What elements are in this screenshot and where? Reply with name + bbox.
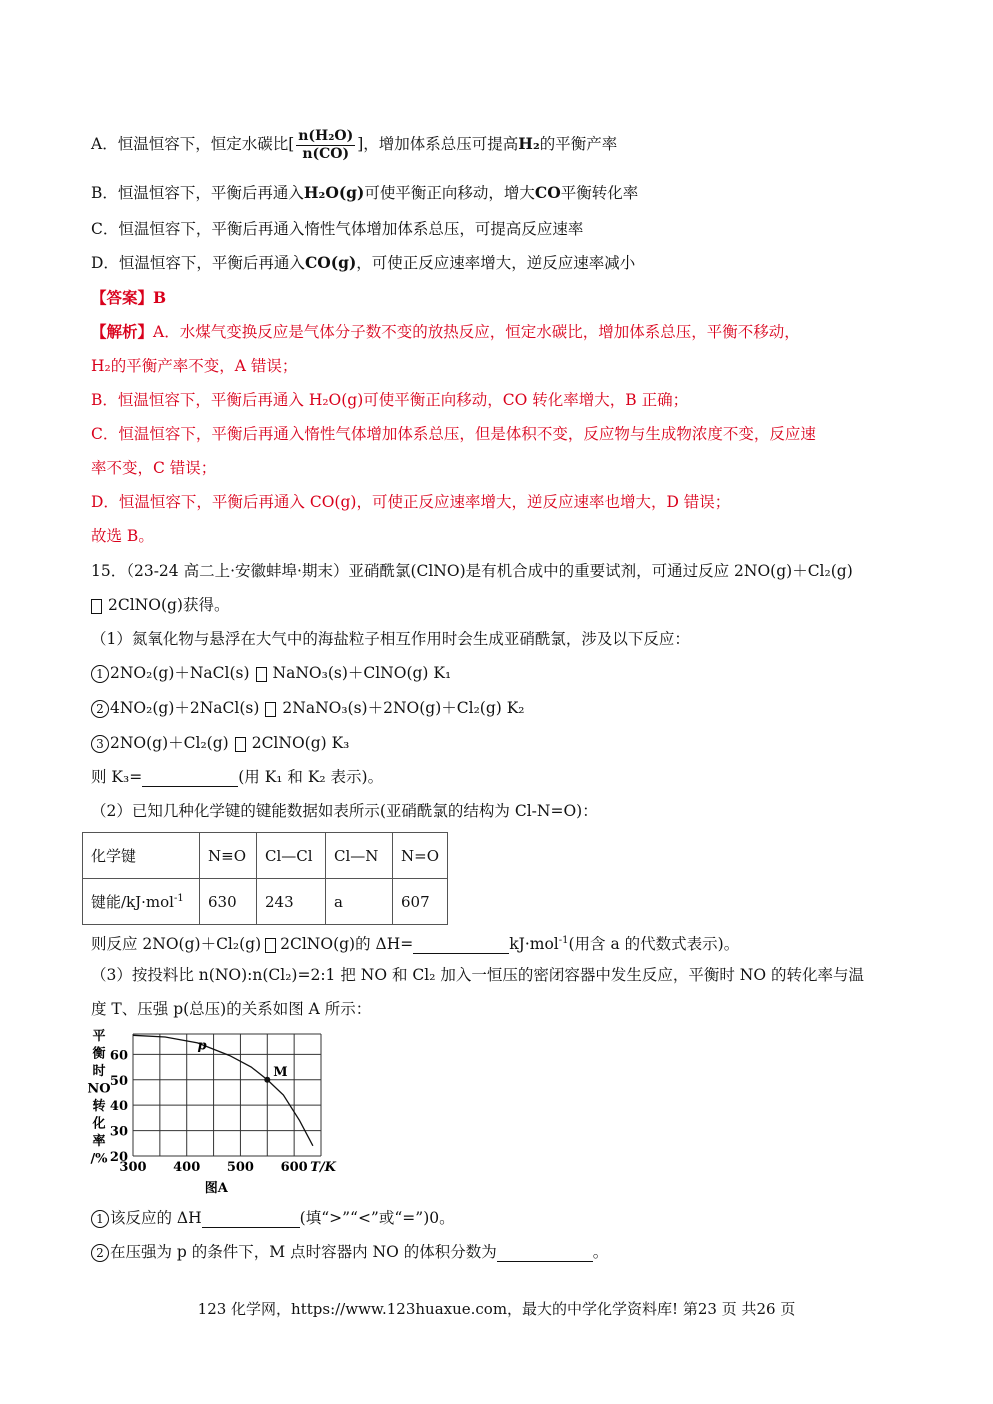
table-row bbox=[83, 833, 448, 879]
reaction-3 bbox=[91, 733, 349, 753]
y-tick-label: 40 bbox=[109, 1099, 128, 1115]
table-header-cell: N=O bbox=[393, 833, 448, 879]
dh-reaction: 则反应 2NO(g)＋Cl₂(g) bbox=[91, 935, 262, 954]
q15-intro-text-2: 2ClNO(g)获得。 bbox=[108, 596, 230, 614]
x-tick-label: 600 bbox=[280, 1160, 308, 1175]
x-tick-label: 400 bbox=[173, 1160, 201, 1175]
reaction-1-right: NaNO₃(s)＋ClNO(g) K₁ bbox=[272, 664, 452, 682]
dh-label: 2ClNO(g)的 ΔH= bbox=[280, 935, 414, 954]
q15-part-1: （1）氮氧化物与悬浮在大气中的海盐粒子相互作用时会生成亚硝酰氯，涉及以下反应： bbox=[91, 630, 690, 648]
q15-intro-line-2 bbox=[91, 595, 229, 615]
equilibrium-arrow-icon bbox=[265, 938, 276, 953]
analysis-line-2: H₂的平衡产率不变，A 错误； bbox=[91, 357, 298, 375]
table-cell: 243 bbox=[257, 879, 326, 925]
analysis-line-5: 率不变，C 错误； bbox=[91, 459, 217, 477]
circled-number-1: 1 bbox=[91, 665, 109, 683]
y-axis-label bbox=[87, 1028, 110, 1167]
answer bbox=[91, 288, 166, 308]
y-axis-label-char: NO bbox=[87, 1081, 111, 1097]
table-header-cell: N≡O bbox=[200, 833, 257, 879]
equilibrium-arrow-icon bbox=[265, 702, 276, 717]
x-tick-label: 500 bbox=[226, 1160, 254, 1175]
reaction-1 bbox=[91, 663, 451, 683]
option-a bbox=[91, 122, 617, 166]
k3-label: 则 K₃= bbox=[91, 768, 143, 786]
y-axis-label-char: 转 bbox=[92, 1099, 106, 1114]
sub-question-1 bbox=[91, 1208, 455, 1228]
table-header-cell: Cl—Cl bbox=[257, 833, 326, 879]
y-axis-label-char: 衡 bbox=[92, 1046, 106, 1062]
sub1-instruction: (填“>”“<”或“=”)0。 bbox=[299, 1209, 455, 1227]
table-row-label bbox=[83, 879, 200, 925]
water-carbon-ratio-fraction bbox=[296, 128, 355, 163]
equilibrium-arrow-icon bbox=[235, 737, 246, 752]
analysis-line-4: C．恒温恒容下，平衡后再通入惰性气体增加体系总压，但是体积不变，反应物与生成物浓度不变，反应速 bbox=[91, 425, 816, 443]
option-d-co: CO(g) bbox=[304, 253, 357, 272]
delta-h-answer-blank[interactable] bbox=[413, 936, 509, 954]
fraction-numerator: n(H₂O) bbox=[298, 127, 354, 144]
sub2-answer-blank[interactable] bbox=[497, 1244, 593, 1262]
circled-number-2: 2 bbox=[91, 700, 109, 718]
analysis-line-3: B．恒温恒容下，平衡后再通入 H₂O(g)可使平衡正向移动，CO 转化率增大，B 正确； bbox=[91, 391, 689, 409]
reaction-2-right: 2NaNO₃(s)＋2NO(g)＋Cl₂(g) K₂ bbox=[282, 699, 525, 717]
x-axis-label: T/K bbox=[310, 1160, 336, 1175]
circled-number-3: 3 bbox=[91, 735, 109, 753]
y-tick-label: 60 bbox=[109, 1048, 128, 1064]
x-tick-labels bbox=[119, 1160, 307, 1175]
equilibrium-arrow-icon bbox=[256, 667, 267, 682]
option-b-end: 平衡转化率 bbox=[560, 184, 639, 202]
sub2-end: 。 bbox=[592, 1243, 609, 1261]
y-tick-label: 20 bbox=[109, 1150, 128, 1165]
option-a-mid: ]，增加体系总压可提高 bbox=[357, 135, 519, 153]
option-a-end: 的平衡产率 bbox=[539, 135, 618, 153]
q15-intro-line-1: 15．（23-24 高二上·安徽蚌埠·期末）亚硝酰氯(ClNO)是有机合成中的重要试剂，可通过反应 2NO(g)＋Cl₂(g) bbox=[91, 562, 853, 580]
bond-energy-label: 键能/kJ·mol bbox=[91, 893, 174, 911]
chart-grid bbox=[133, 1034, 321, 1156]
table-cell: a bbox=[326, 879, 393, 925]
sub1-text: 该反应的 ΔH bbox=[110, 1209, 202, 1227]
circled-number-1: 1 bbox=[91, 1210, 109, 1228]
dh-instruction: (用含 a 的代数式表示)。 bbox=[568, 935, 740, 954]
reaction-3-right: 2ClNO(g) K₃ bbox=[251, 734, 350, 752]
k3-question bbox=[91, 767, 383, 787]
option-a-h2: H₂ bbox=[518, 134, 540, 153]
option-b-h2o: H₂O(g) bbox=[303, 183, 365, 202]
y-axis-label-char: 率 bbox=[92, 1134, 106, 1149]
option-b bbox=[91, 183, 638, 203]
circled-number-2: 2 bbox=[91, 1244, 109, 1262]
table-cell: 630 bbox=[200, 879, 257, 925]
analysis-line-7: 故选 B。 bbox=[91, 527, 154, 545]
dh-unit: kJ·mol bbox=[509, 935, 559, 954]
answer-label: 【答案】 bbox=[91, 288, 154, 307]
option-b-co: CO bbox=[534, 183, 561, 202]
bond-energy-table bbox=[82, 832, 448, 925]
curve-label-p: p bbox=[197, 1038, 207, 1054]
analysis-line-6: D．恒温恒容下，平衡后再通入 CO(g)，可使正反应速率增大，逆反应速率也增大，D 错误； bbox=[91, 493, 731, 511]
option-d bbox=[91, 253, 635, 273]
table-header-cell: Cl—N bbox=[326, 833, 393, 879]
reaction-3-left: 2NO(g)＋Cl₂(g) bbox=[110, 734, 229, 752]
analysis-label: 【解析】 bbox=[91, 322, 154, 341]
dh-unit-sup: -1 bbox=[558, 935, 569, 946]
q15-part-3-line-1: （3）按投料比 n(NO):n(Cl₂)=2:1 把 NO 和 Cl₂ 加入一恒压的密闭容器中发生反应，平衡时 NO 的转化率与温 bbox=[91, 966, 864, 984]
table-row bbox=[83, 879, 448, 925]
y-tick-label: 30 bbox=[109, 1124, 128, 1140]
answer-value: B bbox=[153, 288, 167, 307]
sub-question-2 bbox=[91, 1242, 608, 1262]
fraction-denominator: n(CO) bbox=[302, 145, 350, 162]
point-m bbox=[264, 1077, 270, 1083]
x-tick-label: 300 bbox=[119, 1160, 147, 1175]
k3-instruction: (用 K₁ 和 K₂ 表示)。 bbox=[238, 768, 384, 786]
conversion-chart bbox=[85, 1028, 345, 1203]
k3-answer-blank[interactable] bbox=[142, 769, 238, 787]
table-header-cell: 化学键 bbox=[83, 833, 200, 879]
delta-h-question bbox=[91, 931, 739, 954]
reaction-2 bbox=[91, 698, 525, 718]
page-footer: 123 化学网，https://www.123huaxue.com，最大的中学化学资料库! 第23 页 共26 页 bbox=[197, 1300, 796, 1318]
q15-part-3-line-2: 度 T、压强 p(总压)的关系如图 A 所示： bbox=[91, 1000, 372, 1018]
y-axis-label-char: 化 bbox=[92, 1116, 106, 1132]
q15-part-2: （2）已知几种化学键的键能数据如表所示(亚硝酰氯的结构为 Cl-N=O)： bbox=[91, 802, 598, 820]
equilibrium-arrow-icon bbox=[91, 599, 102, 614]
analysis-line-1 bbox=[91, 322, 800, 342]
option-b-mid: 可使平衡正向移动，增大 bbox=[364, 184, 535, 202]
point-m-label: M bbox=[273, 1064, 288, 1080]
option-c: C．恒温恒容下，平衡后再通入惰性气体增加体系总压，可提高反应速率 bbox=[91, 220, 584, 238]
y-tick-labels bbox=[110, 1048, 128, 1165]
option-a-text: A．恒温恒容下，恒定水碳比[ bbox=[91, 135, 295, 153]
option-d-end: ，可使正反应速率增大，逆反应速率减小 bbox=[356, 254, 636, 272]
sub2-text: 在压强为 p 的条件下，M 点时容器内 NO 的体积分数为 bbox=[110, 1243, 497, 1261]
y-axis-label-char: /% bbox=[90, 1151, 108, 1167]
reaction-1-left: 2NO₂(g)＋NaCl(s) bbox=[110, 664, 250, 682]
unit-superscript: -1 bbox=[173, 893, 184, 904]
chart-caption: 图A bbox=[204, 1181, 228, 1196]
sub1-answer-blank[interactable] bbox=[202, 1210, 300, 1228]
option-b-text: B．恒温恒容下，平衡后再通入 bbox=[91, 184, 304, 202]
analysis-text-1: A．水煤气变换反应是气体分子数不变的放热反应，恒定水碳比，增加体系总压，平衡不移动， bbox=[153, 323, 800, 341]
table-cell: 607 bbox=[393, 879, 448, 925]
option-d-text: D．恒温恒容下，平衡后再通入 bbox=[91, 254, 305, 272]
y-axis-label-char: 平 bbox=[92, 1029, 106, 1044]
y-axis-label-char: 时 bbox=[92, 1064, 106, 1079]
reaction-2-left: 4NO₂(g)＋2NaCl(s) bbox=[110, 699, 260, 717]
y-tick-label: 50 bbox=[109, 1073, 128, 1089]
